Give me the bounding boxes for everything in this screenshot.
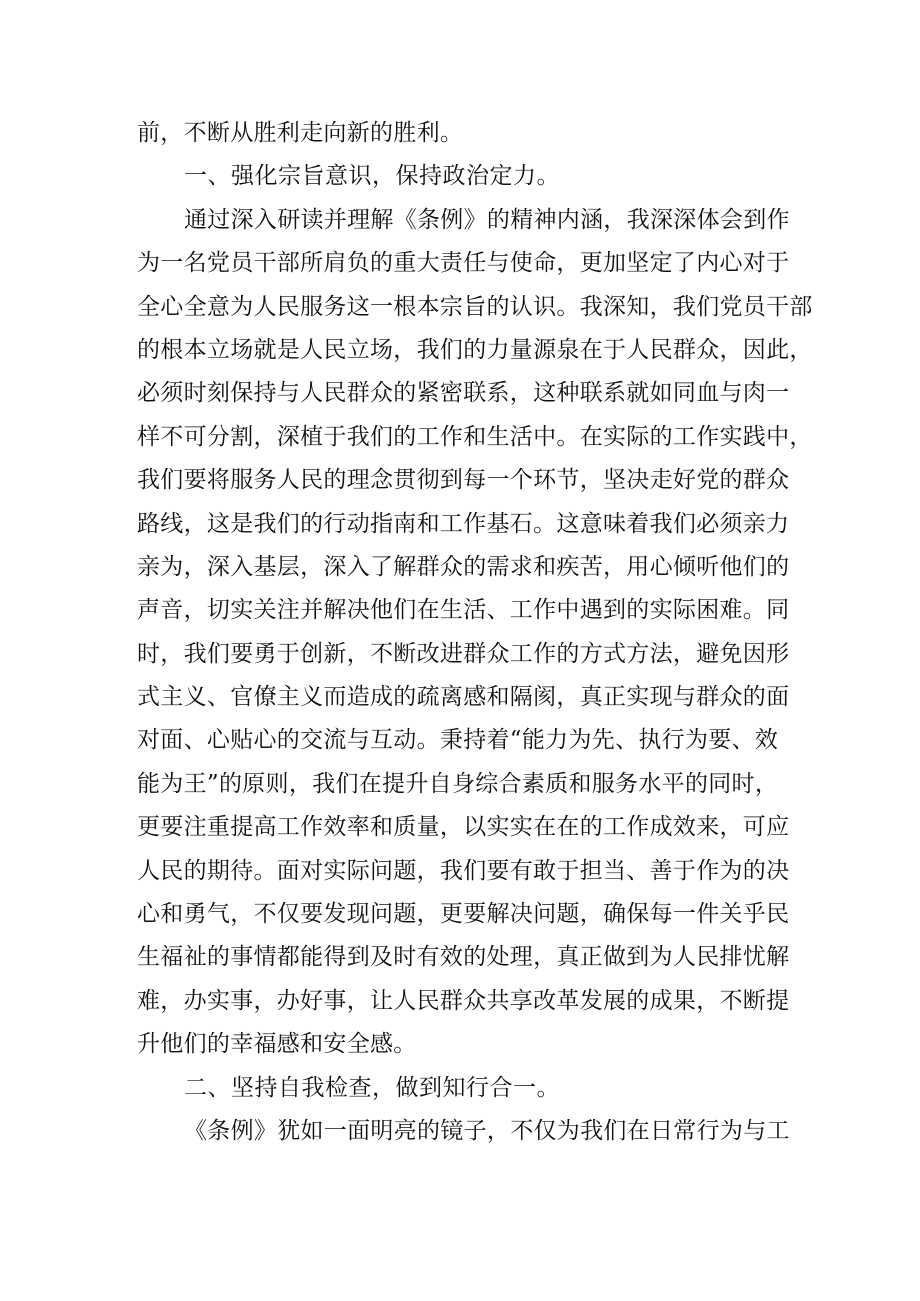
section-heading-1: 一、强化宗旨意识，保持政治定力。 xyxy=(184,163,560,190)
section-heading-2: 二、坚持自我检查，做到知行合一。 xyxy=(184,1074,560,1101)
paragraph-line: 全心全意为人民服务这一根本宗旨的认识。我深知，我们党员干部 xyxy=(137,293,813,320)
paragraph-line: 通过深入研读并理解《条例》的精神内涵，我深深体会到作 xyxy=(184,206,790,233)
paragraph-line: 为一名党员干部所肩负的重大责任与使命，更加坚定了内心对于 xyxy=(137,250,790,277)
paragraph-line: 《条例》犹如一面明亮的镜子，不仅为我们在日常行为与工 xyxy=(184,1117,790,1144)
paragraph-line: 升他们的幸福感和安全感。 xyxy=(137,1031,417,1058)
paragraph-line: 我们要将服务人民的理念贯彻到每一个环节，坚决走好党的群众 xyxy=(137,467,790,494)
paragraph-line: 难，办实事，办好事，让人民群众共享改革发展的成果，不断提 xyxy=(137,987,790,1014)
paragraph-line: 能为王”的原则，我们在提升自身综合素质和服务水平的同时， xyxy=(137,770,779,797)
paragraph-line: 心和勇气，不仅要发现问题，更要解决问题，确保每一件关乎民 xyxy=(137,901,790,928)
paragraph-line: 的根本立场就是人民立场，我们的力量源泉在于人民群众，因此， xyxy=(137,336,813,363)
paragraph-line: 亲为，深入基层，深入了解群众的需求和疾苦，用心倾听他们的 xyxy=(137,553,790,580)
paragraph-line: 式主义、官僚主义而造成的疏离感和隔阂，真正实现与群众的面 xyxy=(137,684,790,711)
paragraph-line: 时，我们要勇于创新，不断改进群众工作的方式方法，避免因形 xyxy=(137,640,790,667)
paragraph-line: 路线，这是我们的行动指南和工作基石。这意味着我们必须亲力 xyxy=(137,510,790,537)
paragraph-line: 声音，切实关注并解决他们在生活、工作中遇到的实际困难。同 xyxy=(137,597,790,624)
paragraph-line: 对面、心贴心的交流与互动。秉持着“能力为先、执行为要、效 xyxy=(137,727,779,754)
paragraph-line: 人民的期待。面对实际问题，我们要有敢于担当、善于作为的决 xyxy=(137,857,790,884)
document-body xyxy=(137,112,813,1153)
paragraph-line: 样不可分割，深植于我们的工作和生活中。在实际的工作实践中， xyxy=(137,423,813,450)
paragraph-line: 生福祉的事情都能得到及时有效的处理，真正做到为人民排忧解 xyxy=(137,944,790,971)
paragraph-line: 更要注重提高工作效率和质量，以实实在在的工作成效来，可应 xyxy=(137,814,790,841)
paragraph-line: 前，不断从胜利走向新的胜利。 xyxy=(137,120,464,146)
paragraph-line: 必须时刻保持与人民群众的紧密联系，这种联系就如同血与肉一 xyxy=(137,380,790,407)
